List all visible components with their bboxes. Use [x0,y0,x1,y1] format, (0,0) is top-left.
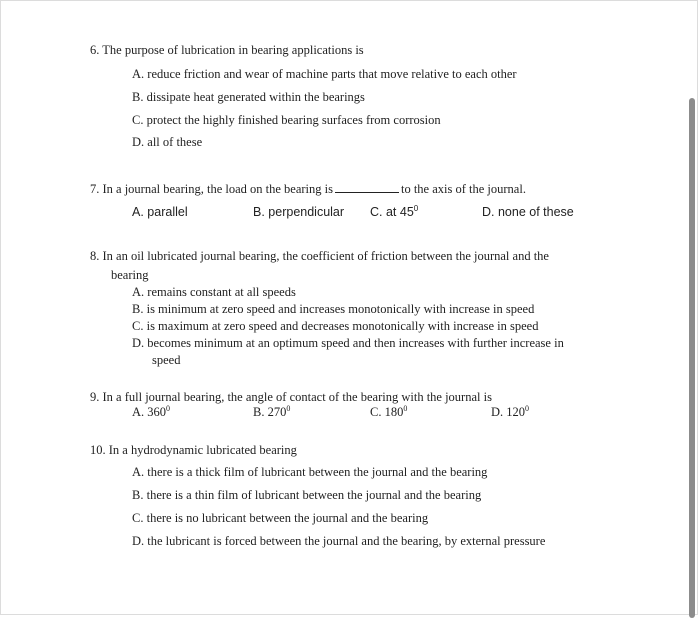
option-letter: C. [370,405,382,419]
question-text: In an oil lubricated journal bearing, the coefficient of friction between the journal and the [102,249,549,263]
question-10-stem [90,442,297,459]
question-6-stem [90,42,364,59]
question-8-stem [90,248,610,265]
option-letter: C. [132,113,144,127]
option-letter: D. [482,205,495,219]
question-text-before-blank: In a journal bearing, the load on the bearing is [102,182,333,196]
question-6-option-c[interactable] [132,112,441,129]
question-8-option-d-continued: speed [152,353,181,367]
question-10-option-d[interactable] [132,533,545,550]
question-number: 6. [90,43,100,57]
option-text: 360 [147,405,167,419]
question-8-option-b[interactable] [132,301,534,318]
degree-mark: 0 [403,403,408,413]
question-9-option-a[interactable] [132,404,170,421]
option-text: dissipate heat generated within the bearings [146,90,365,104]
option-letter: C. [132,319,144,333]
option-text: parallel [147,205,188,219]
option-text: all of these [147,135,203,149]
question-text: The purpose of lubrication in bearing applications is [102,43,364,57]
option-letter: D. [491,405,504,419]
option-text: at 45 [385,205,414,219]
degree-mark: 0 [413,203,419,213]
option-letter: B. [132,90,144,104]
question-7-stem [90,180,526,198]
option-letter: B. [253,405,265,419]
degree-mark: 0 [286,403,291,413]
question-number: 8. [90,249,100,263]
option-letter: A. [132,67,145,81]
option-text: 270 [267,405,287,419]
question-6-option-d[interactable] [132,134,202,151]
question-9-option-c[interactable] [370,404,407,421]
option-text: becomes minimum at an optimum speed and then increases with further increase in [147,336,564,350]
option-text: there is a thick film of lubricant between the journal and the bearing [147,465,488,479]
degree-mark: 0 [525,403,530,413]
question-7-option-b[interactable] [253,204,344,221]
option-text: perpendicular [268,205,345,219]
scrollbar[interactable] [689,98,695,618]
option-letter: A. [132,285,145,299]
option-text: 180 [384,405,404,419]
option-letter: D. [132,135,145,149]
option-letter: C. [132,511,144,525]
option-text: reduce friction and wear of machine parts that move relative to each other [147,67,517,81]
question-text-after-blank: to the axis of the journal. [400,182,526,196]
degree-mark: 0 [166,403,171,413]
question-text: In a hydrodynamic lubricated bearing [108,443,297,457]
option-text: is maximum at zero speed and decreases monotonically with increase in speed [146,319,539,333]
option-text: there is no lubricant between the journal and the bearing [146,511,429,525]
option-text: there is a thin film of lubricant between the journal and the bearing [146,488,482,502]
question-8-option-d[interactable] [132,335,564,352]
option-letter: D. [132,336,145,350]
option-text: the lubricant is forced between the journal and the bearing, by external pressure [147,534,546,548]
option-letter: A. [132,465,145,479]
option-text: remains constant at all speeds [147,285,296,299]
option-text: is minimum at zero speed and increases monotonically with increase in speed [146,302,535,316]
option-letter: B. [132,302,144,316]
option-letter: C. [370,205,383,219]
question-10-option-c[interactable] [132,510,428,527]
option-letter: A. [132,405,145,419]
question-10-option-b[interactable] [132,487,481,504]
question-9-option-b[interactable] [253,404,290,421]
question-6-option-a[interactable] [132,66,517,83]
question-7-option-c[interactable] [370,204,418,221]
option-letter: B. [132,488,144,502]
option-letter: A. [132,205,144,219]
question-7-option-a[interactable] [132,204,188,221]
option-letter: B. [253,205,265,219]
answer-blank [335,180,399,193]
question-6-option-b[interactable] [132,89,365,106]
question-8-stem-continued: bearing [111,268,149,282]
option-text: protect the highly finished bearing surfaces from corrosion [146,113,441,127]
question-8-option-a[interactable] [132,284,296,301]
option-text: 120 [506,405,526,419]
question-number: 10. [90,443,106,457]
question-text: In a full journal bearing, the angle of contact of the bearing with the journal is [102,390,492,404]
option-letter: D. [132,534,145,548]
question-number: 9. [90,390,100,404]
question-8-option-c[interactable] [132,318,538,335]
question-10-option-a[interactable] [132,464,487,481]
question-9-option-d[interactable] [491,404,529,421]
question-7-option-d[interactable] [482,204,574,221]
option-text: none of these [497,205,574,219]
question-number: 7. [90,182,100,196]
